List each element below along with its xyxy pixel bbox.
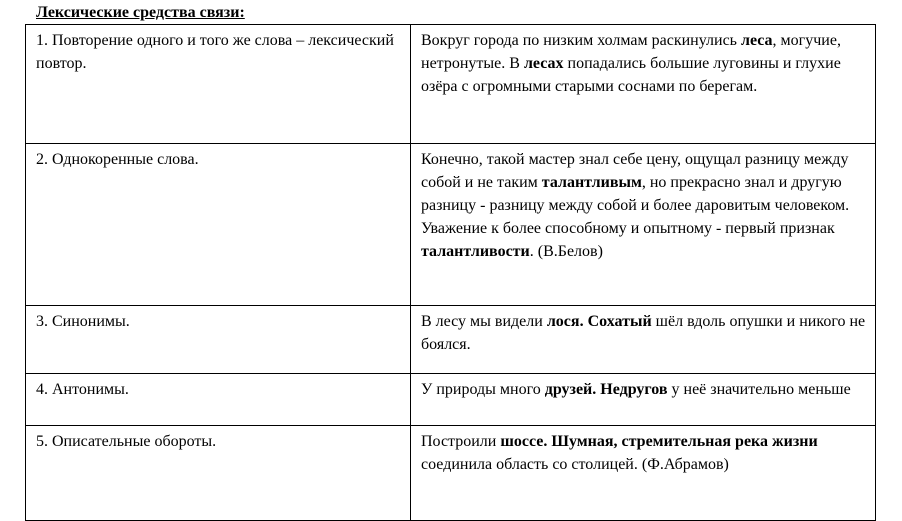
example-text: У природы много [421,381,545,398]
example-cell [411,144,876,306]
example-text: шёл вдоль опушки и никого не боялся. [421,313,866,353]
table-row [26,306,876,374]
document-heading [36,3,245,23]
highlighted-word: друзей. [544,381,597,398]
example-text: В лесу мы видели [421,313,547,330]
highlighted-word: Недругов [600,381,668,398]
table-row [26,144,876,306]
lexical-devices-table [25,24,876,521]
example-text: Построили [421,433,501,450]
example-text: , но прекрасно знал и другую разницу - разницу между собой и более даровитым человеком. Уважение к более способному и опытному - первый признак [421,174,850,237]
highlighted-word: лесах [523,55,564,72]
example-text: соединила область со столицей. (Ф.Абрамов) [421,456,729,473]
highlighted-word: леса [740,32,773,49]
example-cell [411,426,876,521]
device-cell: 3. Синонимы. [26,306,411,374]
example-cell [411,25,876,144]
example-cell [411,306,876,374]
device-cell: 1. Повторение одного и того же слова – лексический повтор. [26,25,411,144]
example-text: Конечно, такой мастер знал себе цену, ощущал разницу между собой и не таким [421,151,849,191]
example-text: , могучие, нетронутые. В [421,32,841,72]
example-text: Вокруг города по низким холмам раскинулись [421,32,741,49]
heading-text: Лексические средства связи: [36,4,245,21]
example-text: попадались большие луговины и глухие озёра с огромными старыми соснами по берегам. [421,55,841,95]
highlighted-word: Сохатый [587,313,652,330]
example-cell [411,374,876,426]
device-cell: 2. Однокоренные слова. [26,144,411,306]
example-text: . (В.Белов) [529,243,603,260]
highlighted-word: шоссе. [500,433,548,450]
example-text: у неё значительно меньше [667,381,851,398]
device-cell: 4. Антонимы. [26,374,411,426]
highlighted-word: талантливым [541,174,642,191]
table-row [26,426,876,521]
table-row [26,374,876,426]
device-cell: 5. Описательные обороты. [26,426,411,521]
highlighted-word: талантливости [421,243,530,260]
table-row [26,25,876,144]
highlighted-word: Шумная, стремительная река жизни [551,433,818,450]
highlighted-word: лося. [546,313,584,330]
